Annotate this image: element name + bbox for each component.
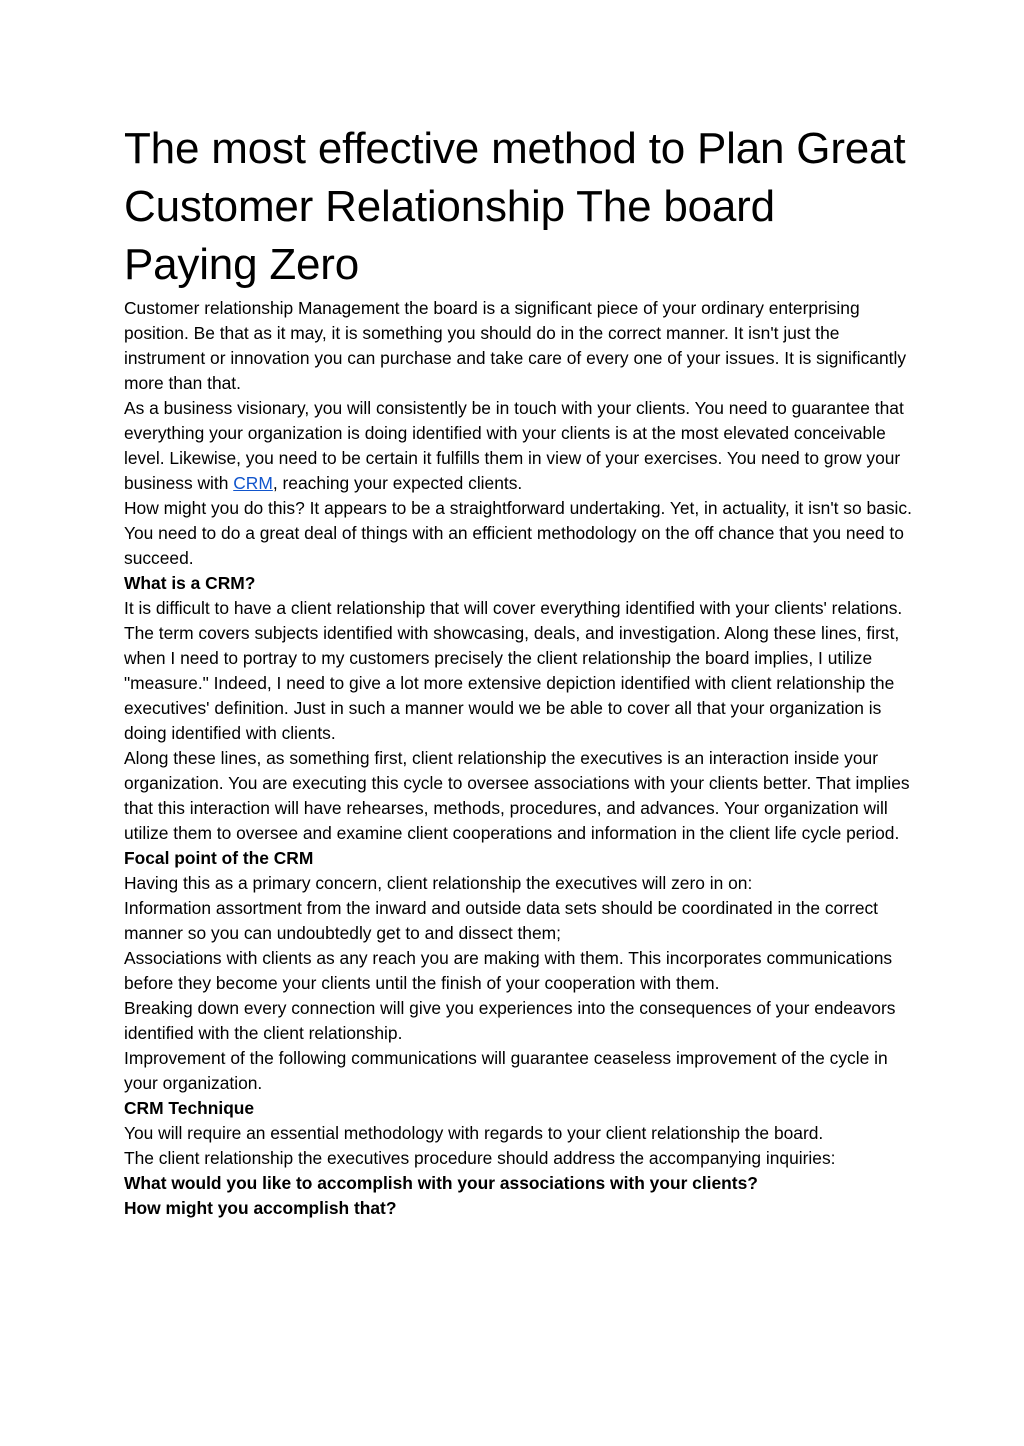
question-how-accomplish: How might you accomplish that? (124, 1198, 397, 1218)
paragraph-text: , reaching your expected clients. (272, 473, 523, 493)
question-accomplish-associations: What would you like to accomplish with your associations with your clients? (124, 1173, 758, 1193)
paragraph-associations: Associations with clients as any reach you are making with them. This incorporates communications before they become your clients until the finish of your cooperation with them. (124, 948, 893, 993)
paragraph-term-covers: The term covers subjects identified with showcasing, deals, and investigation. Along these lines, first, when I need to portray to my customers precisely the client relationship the board implies, I utilize "measure." Indeed, I need to give a lot more extensive depiction identified with client relationship the executives' definition. Just in such a manner would we be able to cover all that your organization is doing identified with clients. (124, 623, 900, 743)
paragraph-business-visionary (124, 396, 914, 496)
paragraph-breaking-down: Breaking down every connection will give you experiences into the consequences of your endeavors identified with the client relationship. (124, 998, 896, 1043)
paragraph-how-might-you: How might you do this? It appears to be a straightforward undertaking. Yet, in actuality, it isn't so basic. You need to do a great deal of things with an efficient methodology on the off chance that you need to succeed. (124, 498, 912, 568)
document-body (124, 296, 914, 1221)
paragraph-improvement: Improvement of the following communications will guarantee ceaseless improvement of the cycle in your organization. (124, 1048, 888, 1093)
heading-what-is-crm: What is a CRM? (124, 573, 256, 593)
heading-crm-technique: CRM Technique (124, 1098, 255, 1118)
crm-link[interactable]: CRM (233, 473, 273, 493)
paragraph-essential-methodology: You will require an essential methodology with regards to your client relationship the board. (124, 1123, 824, 1143)
document-page (124, 120, 914, 1221)
heading-focal-point: Focal point of the CRM (124, 848, 314, 868)
document-title: The most effective method to Plan Great Customer Relationship The board Paying Zero (124, 124, 906, 289)
paragraph-difficult: It is difficult to have a client relationship that will cover everything identified with your clients' relations. (124, 598, 903, 618)
paragraph-along-these-lines: Along these lines, as something first, client relationship the executives is an interaction inside your organization. You are executing this cycle to oversee associations with your clients better. That implies that this interaction will have rehearses, methods, procedures, and advances. Your organization will utilize them to oversee and examine client cooperations and information in the client life cycle period. (124, 748, 910, 843)
paragraph-text: As a business visionary, you will consistently be in touch with your clients. You need to guarantee that everything your organization is doing identified with your clients is at the most elevated conceivable level. Likewise, you need to be certain it fulfills them in view of your exercises. You need to grow your business with (124, 398, 904, 493)
paragraph-intro: Customer relationship Management the board is a significant piece of your ordinary enterprising position. Be that as it may, it is something you should do in the correct manner. It isn't just the instrument or innovation you can purchase and take care of every one of your issues. It is significantly more than that. (124, 298, 907, 393)
paragraph-procedure: The client relationship the executives procedure should address the accompanying inquiries: (124, 1148, 836, 1168)
paragraph-information-assortment: Information assortment from the inward and outside data sets should be coordinated in the correct manner so you can undoubtedly get to and dissect them; (124, 898, 879, 943)
paragraph-primary-concern: Having this as a primary concern, client relationship the executives will zero in on: (124, 873, 753, 893)
